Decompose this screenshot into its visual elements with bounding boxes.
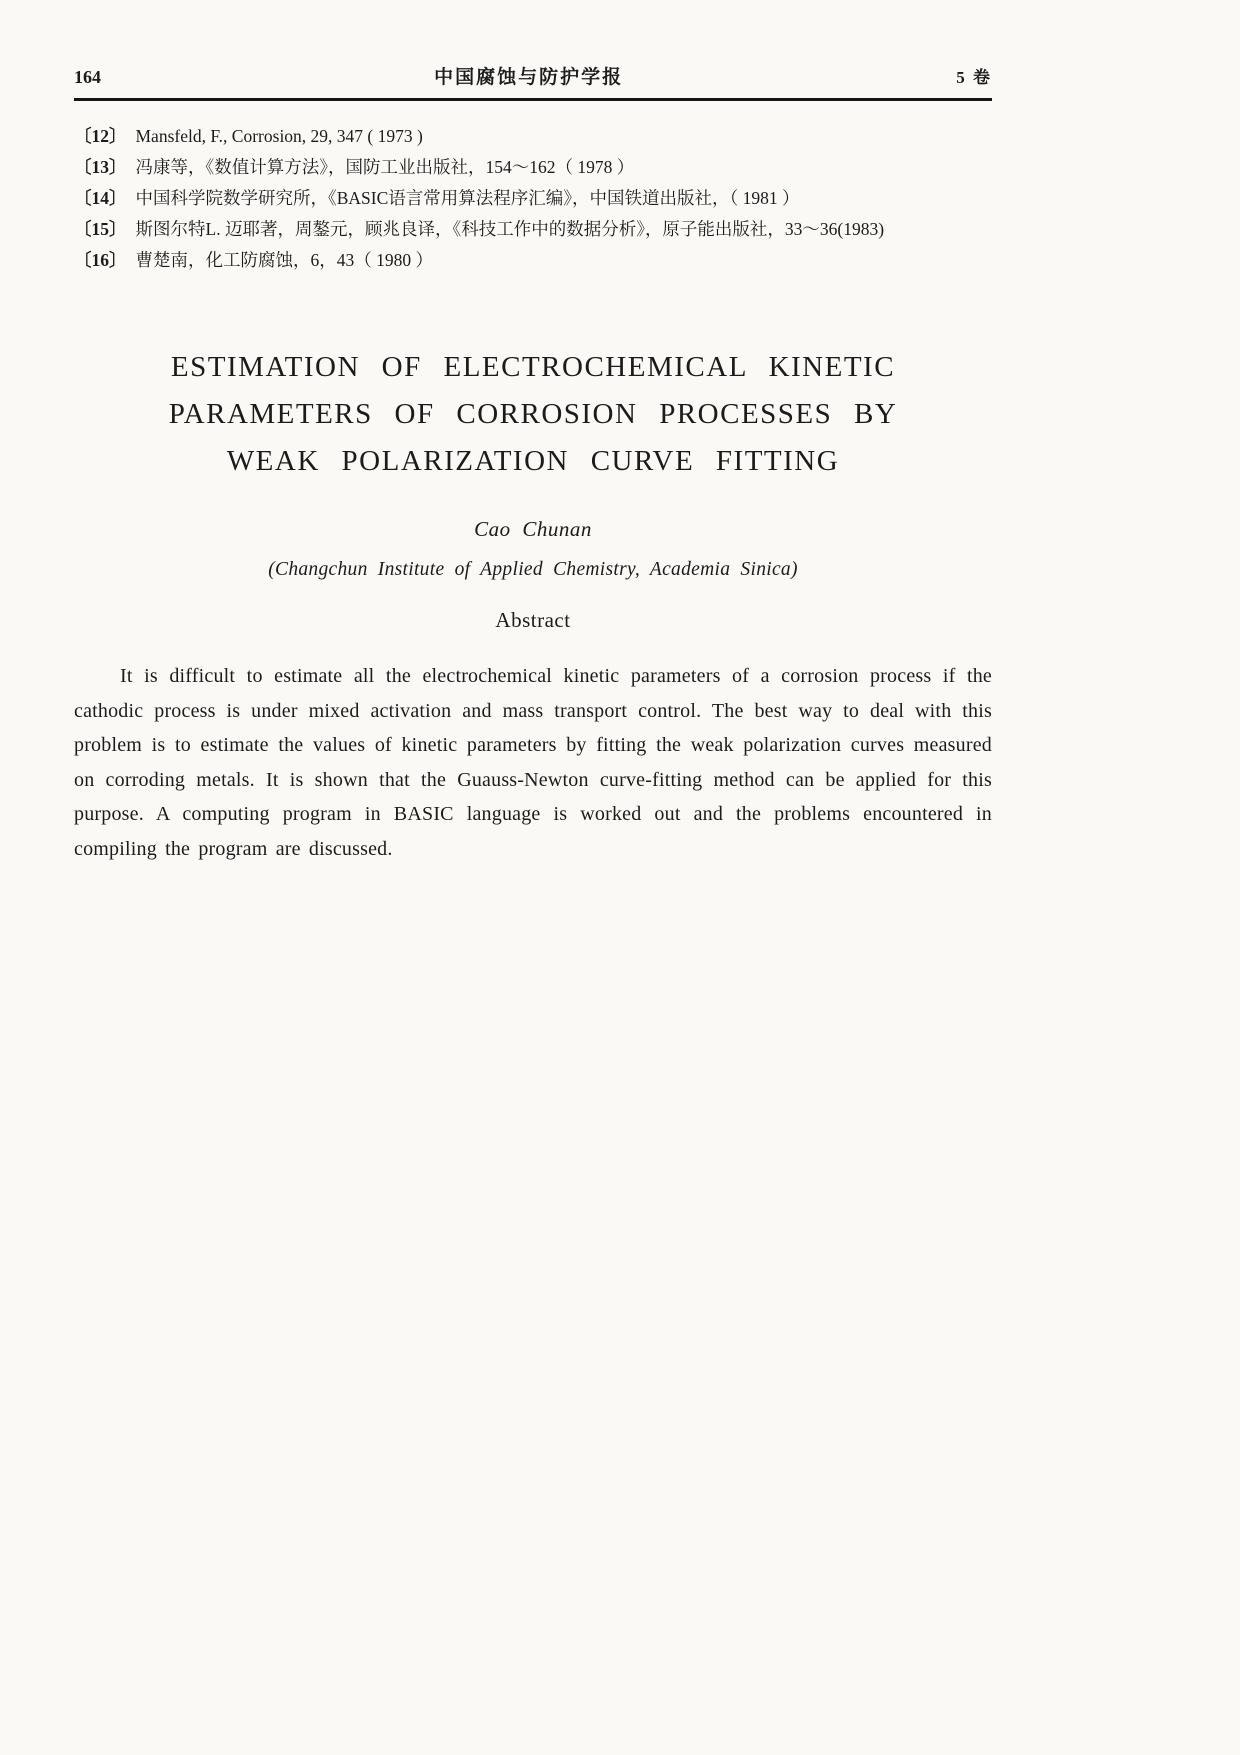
journal-title: 中国腐蚀与防护学报 xyxy=(434,67,624,88)
reference-item xyxy=(74,121,992,152)
reference-list xyxy=(74,121,992,276)
title-line: PARAMETERS OF CORROSION PROCESSES BY xyxy=(168,398,898,430)
reference-item xyxy=(74,245,992,276)
reference-text: 冯康等，《数值计算方法》，国防工业出版社，154～162（ 1978 ） xyxy=(135,157,635,177)
page-number: 164 xyxy=(74,67,101,87)
reference-text: 曹楚南，化工防腐蚀，6，43（ 1980 ） xyxy=(135,250,433,270)
reference-item xyxy=(74,214,992,245)
reference-text: 中国科学院数学研究所，《BASIC语言常用算法程序汇编》，中国铁道出版社，（ 1981 ） xyxy=(135,188,800,208)
author-affiliation: (Changchun Institute of Applied Chemistry, Academia Sinica) xyxy=(268,559,798,580)
header-divider xyxy=(74,98,992,101)
reference-id: 〔13〕 xyxy=(74,157,127,177)
reference-item xyxy=(74,183,992,214)
volume-label: 5 卷 xyxy=(956,68,992,87)
title-line: ESTIMATION OF ELECTROCHEMICAL KINETIC xyxy=(170,351,896,383)
page-header xyxy=(74,64,992,91)
title-line: WEAK POLARIZATION CURVE FITTING xyxy=(226,445,840,477)
reference-id: 〔14〕 xyxy=(74,188,127,208)
reference-text: Mansfeld, F., Corrosion, 29, 347 ( 1973 ) xyxy=(135,126,423,146)
abstract-heading: Abstract xyxy=(495,608,571,632)
reference-text: 斯图尔特L. 迈耶著，周鏊元，顾兆良译，《科技工作中的数据分析》，原子能出版社，33～36(1983) xyxy=(135,219,885,239)
reference-id: 〔12〕 xyxy=(74,126,127,146)
article-title xyxy=(74,344,992,485)
reference-item xyxy=(74,152,992,183)
reference-id: 〔16〕 xyxy=(74,250,127,270)
reference-id: 〔15〕 xyxy=(74,219,127,239)
abstract-paragraph: It is difficult to estimate all the electrochemical kinetic parameters of a corrosion process if the cathodic process is under mixed activation and mass transport control. The best way to deal with this problem is to estimate the values of kinetic parameters by fitting the weak polarization curves measured on corroding metals. It is shown that the Guauss-Newton curve-fitting method can be applied for this purpose. A computing program in BASIC language is worked out and the problems encountered in compiling the program are discussed. xyxy=(74,665,992,860)
author-name: Cao Chunan xyxy=(474,517,592,541)
